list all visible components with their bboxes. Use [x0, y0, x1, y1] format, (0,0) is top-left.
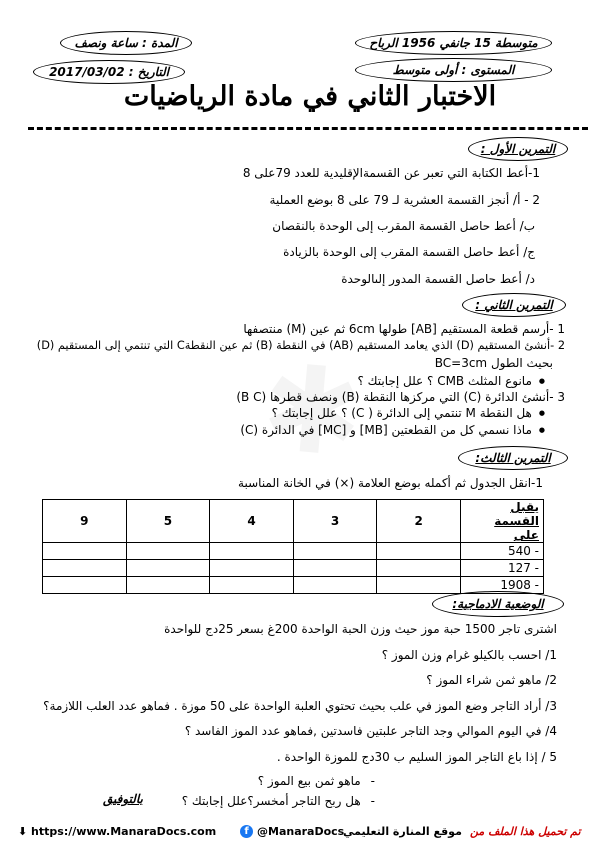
- integration-q5b: - هل ربح التاجر أمخسر؟علل إجابتك ؟: [182, 794, 375, 808]
- integration-q3: 3/ أراد التاجر وضع الموز في علب بحيث تحتوي العلبة الواحدة على 50 موزة . فماهو عدد العلب اللازمة؟: [43, 699, 557, 713]
- school-name: متوسطة 15 جانفي 1956 الرباح: [369, 36, 538, 50]
- table-empty-cell: [126, 543, 210, 560]
- table-row: [43, 577, 544, 594]
- table-divisor-cell: 9: [43, 500, 127, 543]
- ex2-line-4: ● مانوع المثلث CMB ؟ علل إجابتك ؟: [358, 374, 546, 388]
- ex2-line-1: 1 -أرسم قطعة المستقيم [AB] طولها 6cm ثم عين (M) منتصفها: [243, 322, 565, 336]
- table-row: [43, 560, 544, 577]
- ex1-heading-pill: [468, 137, 568, 161]
- table-empty-cell: [377, 560, 461, 577]
- table-row: [43, 543, 544, 560]
- ex2-heading: التمرين الثاني :: [475, 298, 553, 312]
- table-empty-cell: [210, 577, 294, 594]
- ex2-line-5: 3 -أنشئ الدائرة (C) التي مركزها النقطة (B) ونصف قطرها (B C): [236, 390, 565, 404]
- table-divisor-cell: 5: [126, 500, 210, 543]
- footer-site-name: موقع المنارة التعليمي: [343, 825, 462, 838]
- footer-download-text: تم تحميل هذا الملف من: [470, 825, 581, 838]
- table-empty-cell: [293, 543, 377, 560]
- ex3-heading: التمرين الثالث:: [475, 451, 551, 465]
- table-empty-cell: [210, 560, 294, 577]
- ex2-line-6: ● هل النقطة M تنتمي إلى الدائرة ( C) ؟ علل إجابتك ؟: [272, 406, 545, 420]
- level-text: المستوى : أولى متوسط: [392, 63, 515, 77]
- integration-q5: 5 / إذا باع التاجر الموز السليم ب 30دج للموزة الواحدة .: [276, 750, 557, 764]
- ex2-heading-pill: [462, 293, 566, 317]
- table-empty-cell: [377, 577, 461, 594]
- table-empty-cell: [293, 560, 377, 577]
- table-empty-cell: [43, 577, 127, 594]
- table-number-cell: 540 -: [461, 543, 544, 560]
- table-empty-cell: [210, 543, 294, 560]
- integration-q2: 2/ ماهو ثمن شراء الموز ؟: [426, 673, 557, 687]
- ex1-line-1: 1-أعط الكتابة التي تعبر عن القسمةالإقليدية للعدد 79على 8: [242, 166, 540, 180]
- ex3-instruction: 1-انقل الجدول ثم أكمله بوضع العلامة (×) في الخانة المناسبة: [238, 476, 543, 490]
- ex1-line-2: 2 - أ/ أنجز القسمة العشرية لـ 79 على 8 بوضع العملية: [269, 193, 540, 207]
- footer-handle[interactable]: @ManaraDocs: [257, 825, 345, 838]
- integration-q1: 1/ احسب بالكيلو غرام وزن الموز ؟: [381, 648, 557, 662]
- facebook-icon[interactable]: f: [240, 825, 253, 838]
- ex2-line-3: بحيث الطول BC=3cm: [434, 356, 553, 370]
- table-empty-cell: [126, 577, 210, 594]
- integration-q4: 4/ في اليوم الموالي وجد التاجر علبتين فاسدتين ,فماهو عدد الموز الفاسد ؟: [184, 724, 557, 738]
- integration-heading-pill: [432, 591, 564, 617]
- ex2-line-7: ● ماذا نسمي كل من القطعتين [MB] و [MC] في الدائرة (C): [240, 423, 545, 437]
- duration-text: المدة : ساعة ونصف: [74, 36, 178, 50]
- table-divisor-cell: 2: [377, 500, 461, 543]
- table-divisor-cell: 4: [210, 500, 294, 543]
- table-empty-cell: [43, 543, 127, 560]
- footer-url-text: https://www.ManaraDocs.com: [31, 825, 217, 838]
- level-pill: [355, 58, 552, 82]
- table-number-cell: 127 -: [461, 560, 544, 577]
- header-divider: [28, 127, 588, 130]
- divisibility-table: [42, 499, 544, 594]
- footer-url[interactable]: [18, 825, 216, 838]
- ex1-line-3: ب/ أعط حاصل القسمة المقرب إلى الوحدة بالنقصان: [272, 219, 535, 233]
- ex1-line-5: د/ أعط حاصل القسمة المدور إلىالوحدة: [341, 272, 535, 286]
- table-divisor-cell: 3: [293, 500, 377, 543]
- good-luck-text: بالتوفيق: [103, 792, 143, 806]
- duration-pill: [60, 31, 192, 55]
- integration-heading: الوضعية الادماجية:: [452, 597, 544, 611]
- table-empty-cell: [43, 560, 127, 577]
- table-header-row: [43, 500, 544, 543]
- ex3-heading-pill: [458, 446, 568, 470]
- integration-intro: اشترى تاجر 1500 حبة موز حيث وزن الحبة الواحدة 200غ بسعر 25دج للواحدة: [164, 622, 557, 636]
- ex1-line-4: ج/ أعط حاصل القسمة المقرب إلى الوحدة بالزيادة: [283, 245, 535, 259]
- ex1-heading: التمرين الأول :: [480, 142, 556, 156]
- school-name-pill: [355, 31, 552, 55]
- ex2-line-2: 2 -أنشئ المستقيم (D) الذي يعامد المستقيم (AB) في النقطة (B) ثم عين النقطةC التي تنتمي إلى المستقيم (D): [36, 339, 565, 352]
- integration-q5a: - ماهو ثمن بيع الموز ؟: [258, 774, 375, 788]
- date-text: التاريخ : 2017/03/02: [49, 65, 169, 79]
- table-number-cell: 1908 -: [461, 577, 544, 594]
- table-empty-cell: [126, 560, 210, 577]
- table-empty-cell: [377, 543, 461, 560]
- table-empty-cell: [293, 577, 377, 594]
- download-icon: ⬇: [18, 825, 32, 838]
- exam-title: الاختبار الثاني في مادة الرياضيات: [123, 81, 497, 112]
- table-corner-cell: يقبل القسمة على: [461, 500, 544, 543]
